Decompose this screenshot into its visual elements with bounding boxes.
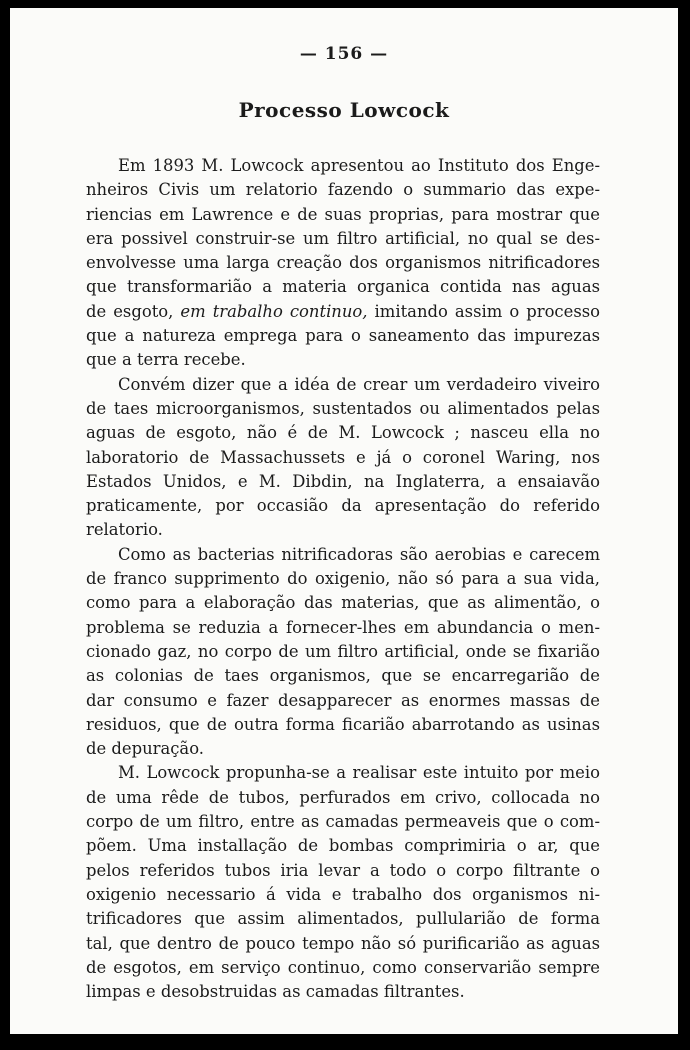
text-line: Estados Unidos, e M. Dibdin, na Inglaterra, a ensaiavão	[86, 471, 600, 491]
text-line: as colonias de taes organismos, que se encarregarião de	[86, 666, 600, 686]
text-line: limpas e desobstruidas as camadas filtrantes.	[86, 982, 465, 1002]
text-segment: imitando assim o processo	[367, 301, 601, 321]
paragraph-4	[86, 761, 600, 1004]
text-line: de depuração.	[86, 739, 204, 759]
text-line: oxigenio necessario á vida e trabalho dos organismos ni-	[86, 884, 600, 904]
paragraph-3	[86, 543, 600, 762]
text-line: que transformarião a materia organica contida nas aguas	[86, 277, 600, 297]
section-title: Processo Lowcock	[238, 98, 450, 122]
text-segment: de esgoto,	[86, 301, 181, 321]
text-line: nheiros Civis um relatorio fazendo o summario das expe-	[86, 180, 600, 200]
text-line: dar consumo e fazer desapparecer as enormes massas de	[86, 690, 600, 710]
page-number: — 156 —	[299, 44, 389, 64]
text-line: de esgotos, em serviço continuo, como conservarião sempre	[86, 957, 600, 977]
text-line: laboratorio de Massachussets e já o coronel Waring, nos	[86, 447, 600, 467]
text-line: Como as bacterias nitrificadoras são aerobias e carecem	[118, 544, 600, 564]
text-line: praticamente, por occasião da apresentação do referido	[86, 496, 600, 516]
body-text	[86, 154, 600, 1004]
italic-phrase: em trabalho continuo,	[180, 301, 368, 321]
book-page	[10, 8, 678, 1034]
text-line: problema se reduzia a fornecer-lhes em abundancia o men-	[86, 617, 600, 637]
text-line: que a terra recebe.	[86, 350, 246, 370]
text-line-with-italic	[86, 300, 600, 324]
text-line: residuos, que de outra forma ficarião abarrotando as usinas	[86, 714, 600, 734]
text-line: pelos referidos tubos iria levar a todo o corpo filtrante o	[86, 860, 600, 880]
text-line: Em 1893 M. Lowcock apresentou ao Instituto dos Enge-	[118, 156, 600, 175]
paragraph-1	[86, 154, 600, 373]
text-line: riencias em Lawrence e de suas proprias, para mostrar que	[86, 204, 600, 224]
text-line: era possivel construir-se um filtro artificial, no qual se des-	[86, 228, 600, 248]
text-line: envolvesse uma larga creação dos organismos nitrificadores	[86, 253, 600, 273]
text-line: aguas de esgoto, não é de M. Lowcock ; nasceu ella no	[86, 423, 600, 443]
text-line: relatorio.	[86, 520, 163, 540]
paragraph-2	[86, 373, 600, 543]
text-line: põem. Uma installação de bombas comprimiria o ar, que	[86, 836, 600, 856]
text-line: como para a elaboração das materias, que as alimentão, o	[86, 593, 600, 613]
text-line: trificadores que assim alimentados, pullularião de forma	[86, 909, 600, 929]
text-line: de taes microorganismos, sustentados ou alimentados pelas	[86, 398, 600, 418]
text-line: corpo de um filtro, entre as camadas permeaveis que o com-	[86, 812, 600, 832]
text-line: que a natureza emprega para o saneamento das impurezas	[86, 326, 600, 346]
text-line: de uma rêde de tubos, perfurados em crivo, collocada no	[86, 787, 600, 807]
text-line: tal, que dentro de pouco tempo não só purificarião as aguas	[86, 933, 600, 953]
text-line: M. Lowcock propunha-se a realisar este intuito por meio	[118, 763, 600, 783]
text-line: cionado gaz, no corpo de um filtro artificial, onde se fixarião	[86, 641, 600, 661]
text-line: de franco supprimento do oxigenio, não só para a sua vida,	[86, 569, 600, 589]
text-line: Convém dizer que a idéa de crear um verdadeiro viveiro	[118, 374, 600, 394]
